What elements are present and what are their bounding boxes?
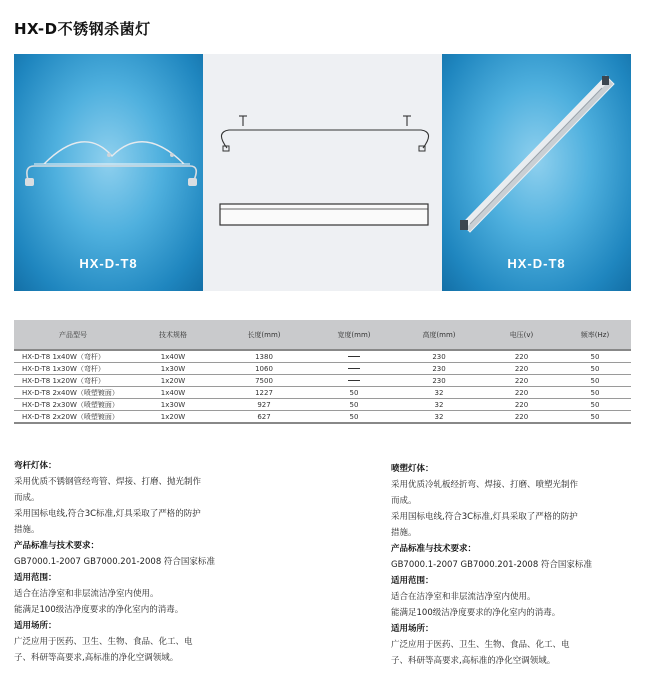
cell-voltage: 220 — [484, 387, 559, 399]
paragraph-text: 子、科研等高要求,高标准的净化空调领域。 — [14, 653, 179, 663]
paragraph-text: 采用优质冷轧板经折弯、焊接、打磨、喷塑光制作 — [391, 480, 579, 490]
header-spec: 技术规格 — [132, 320, 214, 350]
section-heading: 弯杆灯体： — [14, 461, 57, 471]
cell-frequency: 50 — [559, 375, 631, 387]
cell-model: HX-D-T8 1x30W（弯杆） — [14, 363, 132, 375]
cell-spec: 1x20W — [132, 375, 214, 387]
table-row — [14, 375, 631, 387]
bent-rod-lamp-photo — [14, 54, 203, 291]
cell-height: 230 — [394, 363, 484, 375]
header-model: 产品型号 — [14, 320, 132, 350]
cell-height: 230 — [394, 350, 484, 363]
cell-frequency: 50 — [559, 387, 631, 399]
cell-length: 627 — [214, 411, 314, 424]
paragraph-text: 措施。 — [391, 528, 417, 538]
left-model-label: HX-D-T8 — [79, 256, 138, 271]
lamp-drawing — [203, 54, 442, 291]
cell-model: HX-D-T8 2x20W（喷塑镀面） — [14, 411, 132, 424]
section-heading: 适用范围： — [391, 576, 434, 586]
cell-height: 32 — [394, 411, 484, 424]
spec-table — [14, 320, 631, 424]
cell-voltage: 220 — [484, 363, 559, 375]
cell-frequency: 50 — [559, 411, 631, 424]
paragraph-text: 能满足100级洁净度要求的净化室内的消毒。 — [391, 608, 561, 618]
cell-frequency: 50 — [559, 363, 631, 375]
cell-voltage: 220 — [484, 411, 559, 424]
paragraph-text: 能满足100级洁净度要求的净化室内的消毒。 — [14, 605, 184, 615]
paragraph-text: 而成。 — [391, 496, 417, 506]
cell-width — [314, 363, 394, 375]
paragraph-text: 采用优质不锈钢管经弯管、焊接、打磨、抛光制作 — [14, 477, 202, 487]
cell-height: 32 — [394, 399, 484, 411]
cell-voltage: 220 — [484, 399, 559, 411]
page-title: HX-D不锈钢杀菌灯 — [14, 20, 151, 38]
cell-model: HX-D-T8 1x40W（弯杆） — [14, 350, 132, 363]
cell-length: 927 — [214, 399, 314, 411]
cell-voltage: 220 — [484, 375, 559, 387]
cell-length: 1380 — [214, 350, 314, 363]
cell-length: 1227 — [214, 387, 314, 399]
header-voltage: 电压(v) — [484, 320, 559, 350]
cell-width — [314, 375, 394, 387]
cell-frequency: 50 — [559, 350, 631, 363]
paragraph-text: GB7000.1-2007 GB7000.201-2008 符合国家标准 — [391, 560, 592, 570]
cell-spec: 1x20W — [132, 411, 214, 424]
paragraph-text: 子、科研等高要求,高标准的净化空调领域。 — [391, 656, 556, 666]
paragraph-text: GB7000.1-2007 GB7000.201-2008 符合国家标准 — [14, 557, 215, 567]
cell-length: 1060 — [214, 363, 314, 375]
cell-spec: 1x40W — [132, 350, 214, 363]
cell-spec: 1x40W — [132, 387, 214, 399]
header-frequency: 频率(Hz) — [559, 320, 631, 350]
section-heading: 适用场所： — [391, 624, 434, 634]
section-heading: 喷塑灯体： — [391, 464, 434, 474]
paragraph-text: 适合在洁净室和非层流洁净室内使用。 — [391, 592, 536, 602]
cell-model: HX-D-T8 2x30W（喷塑镀面） — [14, 399, 132, 411]
cell-model: HX-D-T8 1x20W（弯杆） — [14, 375, 132, 387]
cell-height: 230 — [394, 375, 484, 387]
section-heading: 适用范围： — [14, 573, 57, 583]
table-row — [14, 399, 631, 411]
sprayed-description — [391, 461, 631, 669]
sprayed-lamp-photo — [442, 54, 631, 291]
paragraph-text: 适合在洁净室和非层流洁净室内使用。 — [14, 589, 159, 599]
dash-mark — [348, 380, 360, 381]
paragraph-text: 采用国标电线,符合3C标准,灯具采取了严格的防护 — [391, 512, 578, 522]
right-model-label: HX-D-T8 — [507, 256, 566, 271]
cell-length: 7500 — [214, 375, 314, 387]
cell-width: 50 — [314, 411, 394, 424]
cell-spec: 1x30W — [132, 363, 214, 375]
section-heading: 产品标准与技术要求： — [14, 541, 100, 551]
cell-frequency: 50 — [559, 399, 631, 411]
table-row — [14, 350, 631, 363]
dash-mark — [348, 368, 360, 369]
cell-voltage: 220 — [484, 350, 559, 363]
table-row — [14, 387, 631, 399]
section-heading: 产品标准与技术要求： — [391, 544, 477, 554]
bent-rod-description — [14, 458, 244, 666]
cell-width — [314, 350, 394, 363]
cell-model: HX-D-T8 2x40W（喷塑镀面） — [14, 387, 132, 399]
lamp-line-drawings — [203, 54, 442, 291]
header-width: 宽度(mm) — [314, 320, 394, 350]
paragraph-text: 广泛应用于医药、卫生、生物、食品、化工、电 — [14, 637, 193, 647]
paragraph-text: 广泛应用于医药、卫生、生物、食品、化工、电 — [391, 640, 570, 650]
cell-width: 50 — [314, 387, 394, 399]
table-row — [14, 411, 631, 424]
header-height: 高度(mm) — [394, 320, 484, 350]
section-heading: 适用场所： — [14, 621, 57, 631]
table-row — [14, 363, 631, 375]
paragraph-text: 而成。 — [14, 493, 40, 503]
cell-height: 32 — [394, 387, 484, 399]
paragraph-text: 采用国标电线,符合3C标准,灯具采取了严格的防护 — [14, 509, 201, 519]
dash-mark — [348, 356, 360, 357]
table-header-row — [14, 320, 631, 350]
cell-spec: 1x30W — [132, 399, 214, 411]
cell-width: 50 — [314, 399, 394, 411]
paragraph-text: 措施。 — [14, 525, 40, 535]
header-length: 长度(mm) — [214, 320, 314, 350]
